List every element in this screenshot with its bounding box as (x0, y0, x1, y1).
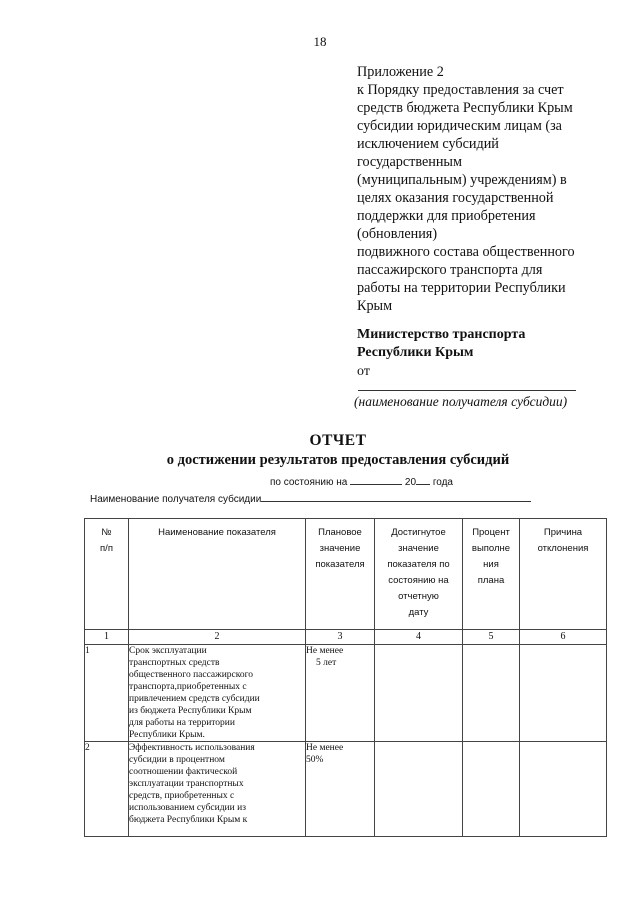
percent-cell (463, 742, 520, 837)
recipient-blank-line (358, 390, 576, 391)
header-indicator-name (129, 519, 306, 630)
report-subtitle: о достижении результатов предоставления субсидий (166, 452, 510, 468)
header-text: показателя (315, 559, 365, 570)
header-text: Наименование показателя (158, 527, 276, 538)
header-text: дату (408, 607, 429, 618)
column-number: 5 (463, 630, 520, 645)
recipient-name-label: Наименование получателя субсидии (90, 494, 262, 505)
cell-text: транспорта,приобретенных с (129, 682, 247, 692)
cell-text: Срок эксплуатации (129, 646, 207, 656)
header-planned-value (306, 519, 375, 630)
year-blank (416, 474, 430, 485)
appendix-line: поддержки для приобретения (357, 208, 536, 224)
table-row (85, 645, 607, 742)
cell-text: из бюджета Республики Крым (129, 706, 252, 716)
cell-text: Эффективность использования (129, 743, 255, 753)
cell-text: транспортных средств (129, 658, 220, 668)
cell-text: использованием субсидии из (129, 803, 246, 813)
cell-text: для работы на территории (129, 718, 235, 728)
cell-text: бюджета Республики Крым к (129, 815, 248, 825)
as-of-date-line (270, 474, 453, 488)
from-label: от (357, 364, 370, 379)
appendix-line: к Порядку предоставления за счет (357, 82, 564, 98)
appendix-line: целях оказания государственной (357, 190, 554, 206)
header-text: Процент (472, 527, 510, 538)
appendix-line: государственным (357, 154, 462, 170)
header-text: № (101, 527, 112, 538)
date-blank (350, 474, 402, 485)
indicator-name-cell (129, 645, 306, 742)
header-text: ния (483, 559, 499, 570)
reason-cell (520, 742, 607, 837)
header-text: отчетную (398, 591, 439, 602)
header-text: Плановое (318, 527, 362, 538)
header-percent-completion (463, 519, 520, 630)
appendix-header (357, 63, 627, 315)
achieved-value-cell (375, 742, 463, 837)
appendix-line: (муниципальным) учреждениям) в (357, 172, 567, 188)
header-achieved-value (375, 519, 463, 630)
header-text: значение (398, 543, 439, 554)
as-of-prefix: по состоянию на (270, 477, 348, 488)
header-text: отклонения (537, 543, 589, 554)
header-text: состоянию на (388, 575, 449, 586)
achieved-value-cell (375, 645, 463, 742)
header-text: плана (477, 575, 505, 586)
row-number: 2 (85, 742, 129, 837)
addressee-line: Республики Крым (357, 345, 474, 360)
percent-cell (463, 645, 520, 742)
recipient-name-line (90, 491, 531, 505)
appendix-line: Крым (357, 298, 393, 314)
column-number: 2 (129, 630, 306, 645)
header-text: Причина (543, 527, 583, 538)
cell-text: Не менее (306, 743, 344, 753)
cell-text: Республики Крым. (129, 730, 205, 740)
reason-cell (520, 645, 607, 742)
appendix-line: подвижного состава общественного (357, 244, 575, 260)
column-number: 3 (306, 630, 375, 645)
appendix-line: субсидии юридическим лицам (за (357, 118, 562, 134)
appendix-line: Приложение 2 (357, 64, 444, 80)
cell-text: средств, приобретенных с (129, 791, 235, 801)
report-title: ОТЧЕТ (309, 432, 367, 449)
column-number: 1 (85, 630, 129, 645)
appendix-line: (обновления) (357, 226, 438, 242)
cell-text: субсидии в процентном (129, 755, 225, 765)
addressee-line: Министерство транспорта (357, 327, 526, 342)
cell-text: Не менее (306, 646, 344, 656)
table-header-row (85, 519, 607, 630)
header-deviation-reason (520, 519, 607, 630)
table-row (85, 742, 607, 837)
recipient-caption: (наименование получателя субсидии) (354, 394, 568, 409)
cell-text: привлечением средств субсидии (129, 694, 260, 704)
indicator-name-cell (129, 742, 306, 837)
as-of-suffix: года (432, 477, 453, 488)
header-text: Достигнутое (391, 527, 446, 538)
cell-text: эксплуатации транспортных (129, 779, 244, 789)
cell-text: соотношении фактической (129, 767, 238, 777)
column-number: 6 (520, 630, 607, 645)
page-number: 18 (313, 34, 327, 49)
column-number-row (85, 630, 607, 645)
cell-text: 50% (306, 755, 324, 765)
row-number: 1 (85, 645, 129, 742)
planned-value-cell (306, 645, 375, 742)
appendix-line: пассажирского транспорта для (357, 262, 543, 278)
recipient-name-blank (261, 491, 531, 502)
planned-value-cell (306, 742, 375, 837)
addressee-block (357, 326, 627, 362)
appendix-line: исключением субсидий (357, 136, 499, 152)
cell-text: 5 лет (316, 658, 337, 668)
cell-text: общественного пассажирского (129, 670, 254, 680)
header-text: п/п (100, 543, 113, 554)
header-text: выполне (471, 543, 511, 554)
header-text: показателя по (387, 559, 450, 570)
header-text: значение (319, 543, 361, 554)
report-table (84, 518, 607, 837)
as-of-century: 20 (404, 477, 417, 488)
appendix-line: работы на территории Республики (357, 280, 566, 296)
column-number: 4 (375, 630, 463, 645)
header-number (85, 519, 129, 630)
appendix-line: средств бюджета Республики Крым (357, 100, 573, 116)
